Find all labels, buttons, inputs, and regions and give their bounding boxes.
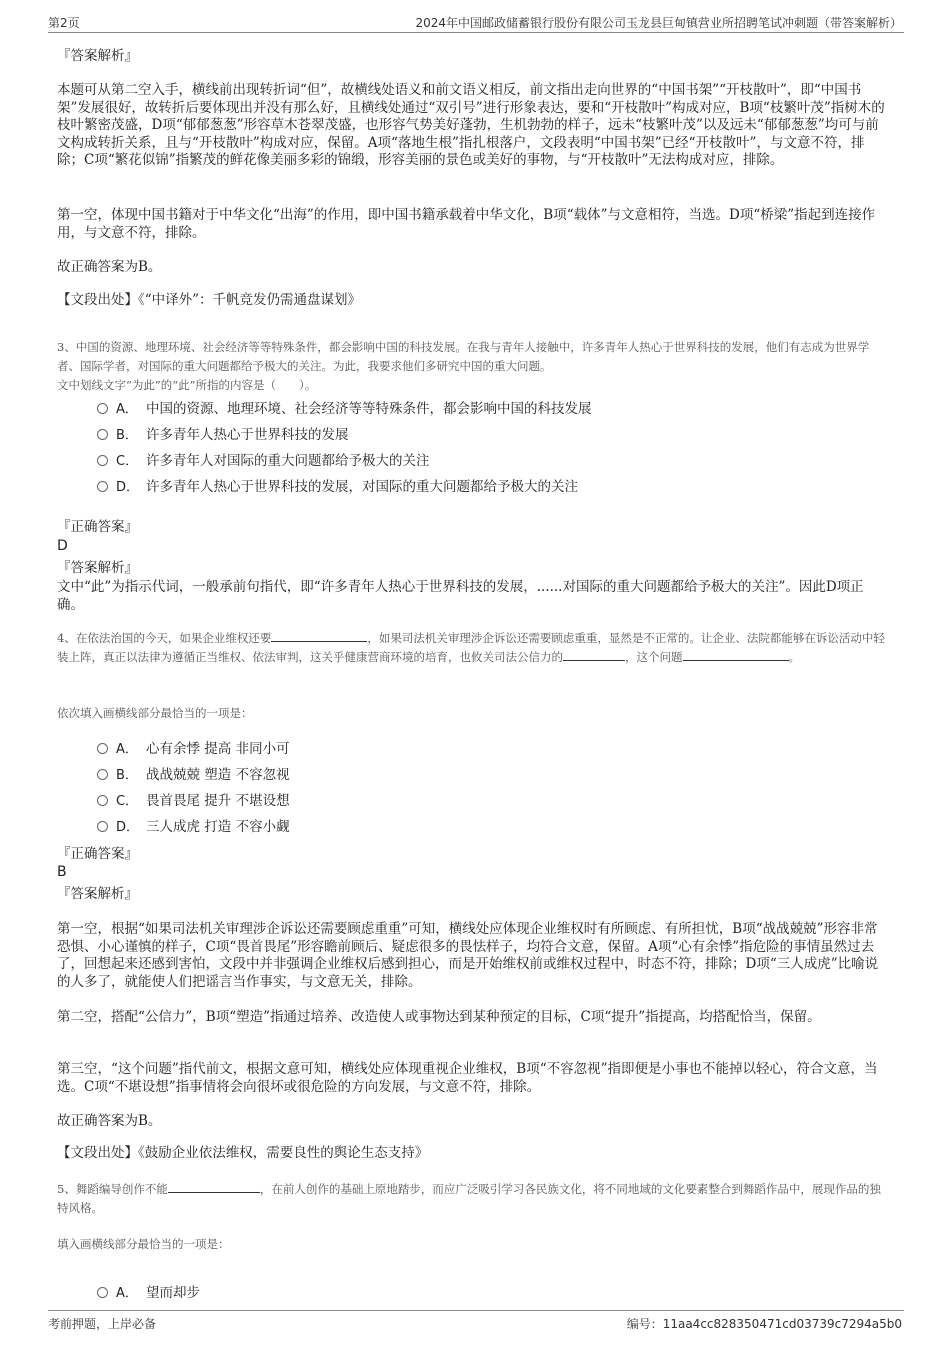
option-text: 战战兢兢 塑造 不容忽视 (146, 767, 290, 783)
q5-stem-part1: 5、舞蹈编导创作不能 (57, 1182, 168, 1196)
q4-source: 【文段出处】《鼓励企业依法维权，需要良性的舆论生态支持》 (57, 1145, 429, 1161)
q4-option-c[interactable] (97, 791, 290, 811)
document-code (627, 1315, 902, 1332)
option-letter: B． (116, 768, 138, 783)
option-letter: D． (116, 820, 140, 835)
q4-correct-answer: B (57, 864, 67, 880)
option-letter: C． (116, 454, 139, 469)
option-text: 望而却步 (146, 1285, 200, 1301)
option-text: 许多青年人热心于世界科技的发展，对国际的重大问题都给予极大的关注 (146, 479, 578, 495)
q4-stem-part1: 4、在依法治国的今天，如果企业维权还要 (57, 631, 272, 645)
option-letter: D． (116, 480, 140, 495)
radio-icon[interactable] (97, 481, 108, 492)
q3-option-a[interactable] (97, 399, 592, 419)
q3-option-b[interactable] (97, 425, 349, 445)
q4-stem-part2: ，如果司法机关审理涉企诉讼还需要顾虑重重，显然是不正常的。让企业、法院都能够在诉讼活动中轻装上阵，真正以法律为遵循正当维权、依法审判，这关乎健康营商环境的培育，也攸关司法公信力的 (57, 631, 885, 664)
q5-instruction: 填入画横线部分最恰当的一项是： (57, 1237, 230, 1251)
q2-analysis-para1: 本题可从第二空入手，横线前出现转折词“但”，故横线处语义和前文语义相反，前文指出走向世界的“中国书架”“开枝散叶”，即“中国书架”发展很好，故转折后要体现出并没有那么好，且横线处通过“双引号”进行形象表达，要和“开枝散叶”构成对应，B项“枝繁叶茂”指树木的枝叶繁密茂盛，D项“郁郁葱葱”形容草木苍翠茂盛，也形容气势美好蓬勃，生机勃勃的样子，远未“枝繁叶茂”以及远未“郁郁葱葱”均可与前文构成转折关系，且与“开枝散叶”构成对应，保留。A项“落地生根”指扎根落户，文段表明“中国书架”已经“开枝散叶”，与文意不符，排除；C项“繁花似锦”指繁茂的鲜花像美丽多彩的锦缎，形容美丽的景色或美好的事物，与“开枝散叶”无法构成对应，排除。 (57, 82, 885, 168)
q3-stem-text: 3、中国的资源、地理环境、社会经济等等特殊条件，都会影响中国的科技发展。在我与青年人接触中，许多青年人热心于世界科技的发展，他们有志成为世界学者、国际学者，对国际的重大问题都给予极大的关注。为此，我要求他们多研究中国的重大问题。 (57, 340, 870, 373)
q2-analysis-para2: 第一空，体现中国书籍对于中华文化“出海”的作用，即中国书籍承载着中华文化，B项“载体”与文意相符，当选。D项“桥梁”指起到连接作用，与文意不符，排除。 (57, 207, 876, 241)
q3-correct-answer: D (57, 538, 68, 554)
q4-stem-part4: 。 (788, 650, 800, 664)
option-letter: A． (116, 402, 138, 417)
q3-correct-label: 『正确答案』 (57, 519, 138, 535)
q4-analysis-label: 『答案解析』 (57, 886, 138, 902)
option-letter: C． (116, 794, 139, 809)
radio-icon[interactable] (97, 743, 108, 754)
q3-analysis-text: 文中“此”为指示代词，一般承前句指代，即“许多青年人热心于世界科技的发展，......对国际的重大问题都给予极大的关注”。因此D项正确。 (57, 579, 864, 613)
q2-analysis-para3: 故正确答案为B。 (57, 259, 162, 275)
radio-icon[interactable] (97, 795, 108, 806)
blank-line (271, 629, 367, 642)
blank-line (168, 1180, 260, 1193)
option-letter: A． (116, 742, 138, 757)
option-letter: A． (116, 1286, 138, 1301)
option-text: 心有余悸 提高 非同小可 (146, 741, 290, 757)
option-text: 许多青年人对国际的重大问题都给予极大的关注 (146, 453, 430, 469)
radio-icon[interactable] (97, 429, 108, 440)
q4-correct-label: 『正确答案』 (57, 846, 138, 862)
radio-icon[interactable] (97, 455, 108, 466)
q4-analysis-para3: 第三空，“这个问题”指代前文，根据文意可知，横线处应体现重视企业维权，B项“不容忽视”指即便是小事也不能掉以轻心，符合文意，当选。C项“不堪设想”指事情将会向很坏或很危险的方向发展，与文意不符，排除。 (57, 1061, 878, 1095)
q4-instruction: 依次填入画横线部分最恰当的一项是： (57, 706, 253, 720)
q3-stem (57, 338, 887, 395)
blank-line (683, 648, 789, 661)
q3-stem-question: 文中划线文字“为此”的“此”所指的内容是（ ）。 (57, 378, 317, 392)
option-text: 三人成虎 打造 不容小觑 (146, 819, 290, 835)
q4-stem (57, 629, 887, 667)
radio-icon[interactable] (97, 769, 108, 780)
option-text: 许多青年人热心于世界科技的发展 (146, 427, 349, 443)
q3-option-d[interactable] (97, 477, 578, 497)
q4-option-d[interactable] (97, 817, 290, 837)
q5-stem-part2: ，在前人创作的基础上原地踏步，而应广泛吸引学习各民族文化，将不同地域的文化要素整合到舞蹈作品中，展现作品的独特风格。 (57, 1182, 881, 1215)
q3-option-c[interactable] (97, 451, 430, 471)
option-text: 中国的资源、地理环境、社会经济等等特殊条件，都会影响中国的科技发展 (146, 401, 592, 417)
document-code-value: 11aa4cc828350471cd03739c7294a5b0 (662, 1317, 902, 1331)
q3-analysis-label: 『答案解析』 (57, 560, 138, 576)
option-text: 畏首畏尾 提升 不堪设想 (146, 793, 290, 809)
radio-icon[interactable] (97, 1287, 108, 1298)
page-number: 第2页 (48, 16, 80, 30)
q5-stem (57, 1180, 887, 1218)
q4-analysis-para2: 第二空，搭配“公信力”，B项“塑造”指通过培养、改造使人或事物达到某种预定的目标，C项“提升”指提高，均搭配恰当，保留。 (57, 1009, 821, 1025)
q2-analysis-label: 『答案解析』 (57, 48, 138, 64)
page-footer (48, 1310, 904, 1333)
q2-source: 【文段出处】《“中译外”：千帆竞发仍需通盘谋划》 (57, 292, 362, 308)
q4-option-a[interactable] (97, 739, 290, 759)
footer-slogan: 考前押题，上岸必备 (48, 1317, 157, 1331)
q5-option-a[interactable] (97, 1283, 200, 1303)
q4-stem-part3: ，这个问题 (625, 650, 683, 664)
q4-analysis-para1: 第一空，根据“如果司法机关审理涉企诉讼还需要顾虑重重”可知，横线处应体现企业维权时有所顾虑、有所担忧，B项“战战兢兢”形容非常恐惧、小心谨慎的样子，C项“畏首畏尾”形容瞻前顾后、疑虑很多的畏怯样子，均符合文意，保留。A项“心有余悸”指危险的事情虽然过去了，回想起来还感到害怕，文段中并非强调企业维权后感到担心，而是开始维权前或维权过程中，时态不符，排除；D项“三人成虎”比喻说的人多了，就能使人们把谣言当作事实，与文意无关，排除。 (57, 921, 879, 990)
q4-option-b[interactable] (97, 765, 290, 785)
radio-icon[interactable] (97, 403, 108, 414)
option-letter: B． (116, 428, 138, 443)
q4-analysis-para4: 故正确答案为B。 (57, 1113, 162, 1129)
radio-icon[interactable] (97, 821, 108, 832)
document-title: 2024年中国邮政储蓄银行股份有限公司玉龙县巨甸镇营业所招聘笔试冲刺题（带答案解析） (415, 16, 902, 30)
blank-line (563, 648, 625, 661)
document-code-label: 编号： (626, 1317, 663, 1331)
page-header (48, 12, 904, 33)
